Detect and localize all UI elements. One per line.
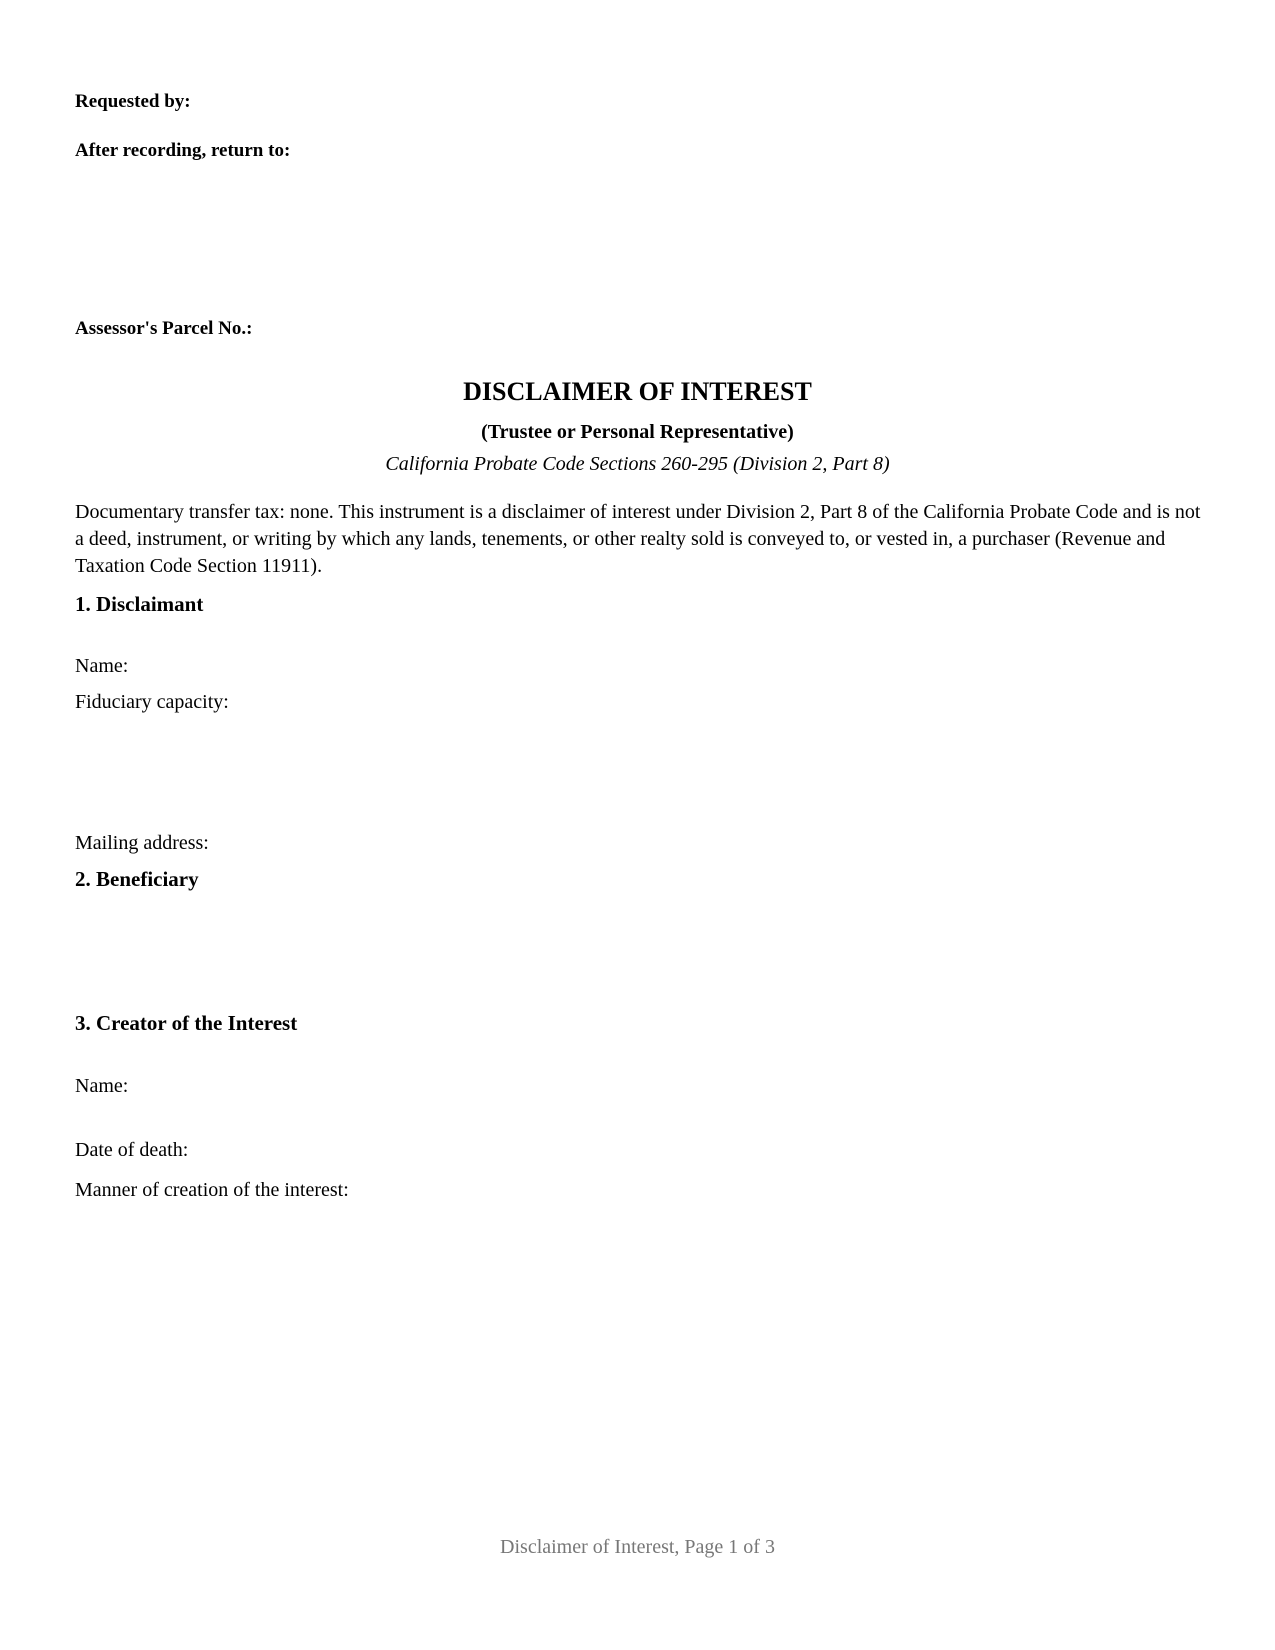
creator-name-label: Name: bbox=[75, 1075, 129, 1097]
return-to-label: After recording, return to: bbox=[75, 140, 291, 161]
section-heading-disclaimant: 1. Disclaimant bbox=[75, 592, 204, 616]
creator-death-date-label: Date of death: bbox=[75, 1139, 189, 1161]
section-heading-creator: 3. Creator of the Interest bbox=[75, 1011, 298, 1035]
disclaimant-name-label: Name: bbox=[75, 655, 129, 677]
intro-paragraph: Documentary transfer tax: none. This instrument is a disclaimer of interest under Division 2, Part 8 of the California Probate Code and is not a deed, instrument, or writing by which any lands, tenements, or other realty sold is conveyed to, or vested in, a purchaser (Revenue and Taxation Code Section 11911). bbox=[75, 501, 1201, 577]
requested-by-label: Requested by: bbox=[75, 91, 191, 112]
creator-manner-label: Manner of creation of the interest: bbox=[75, 1179, 349, 1201]
document-subtitle: (Trustee or Personal Representative) bbox=[481, 421, 794, 443]
disclaimant-capacity-label: Fiduciary capacity: bbox=[75, 691, 229, 713]
document-citation: California Probate Code Sections 260-295 (Division 2, Part 8) bbox=[385, 453, 890, 475]
section-heading-beneficiary: 2. Beneficiary bbox=[75, 867, 199, 891]
page-footer: Disclaimer of Interest, Page 1 of 3 bbox=[500, 1536, 775, 1558]
disclaimant-address-label: Mailing address: bbox=[75, 832, 209, 854]
parcel-number-label: Assessor's Parcel No.: bbox=[75, 318, 253, 339]
document-title: DISCLAIMER OF INTEREST bbox=[463, 377, 812, 406]
